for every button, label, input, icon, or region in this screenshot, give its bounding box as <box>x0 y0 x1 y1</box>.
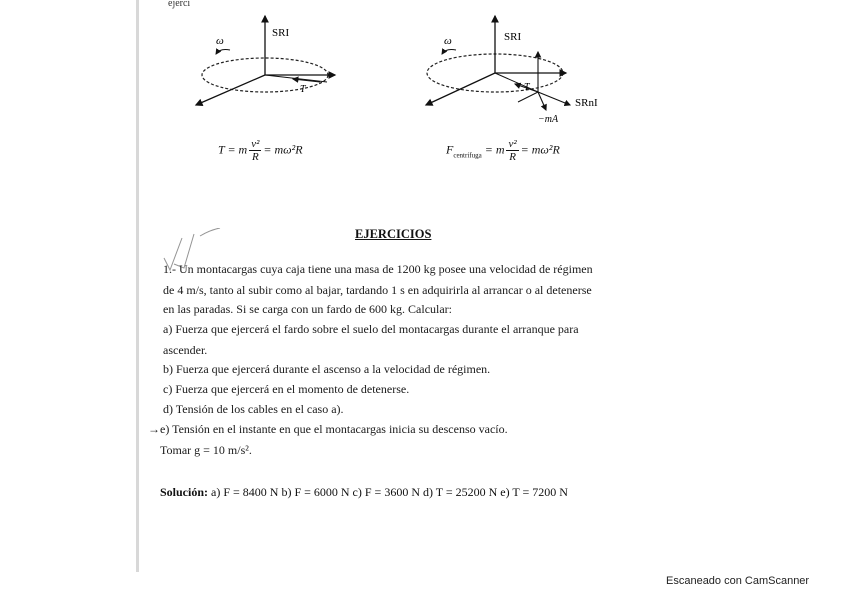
exercise-line: a) Fuerza que ejercerá el fardo sobre el suelo del montacargas durante el arranque para <box>163 322 579 336</box>
srni-y-axis <box>518 92 538 102</box>
sri-label: SRI <box>504 31 522 43</box>
omega-label: ω⃗ <box>216 35 233 47</box>
centrifugal-force-equation: $F_{centrífuga} = m$ $\frac{\text{v²}}{R}$ = mω²R <box>446 138 560 163</box>
scan-left-margin <box>0 0 137 572</box>
cut-off-text: ejerci <box>168 0 191 9</box>
fraction: $\frac{\text{v²}}{R}$ <box>508 138 517 163</box>
radius-line <box>265 75 327 82</box>
x-axis <box>196 75 265 105</box>
tension-label: T⃗ <box>524 82 538 93</box>
centrifugal-force-label: −mA⃗ <box>538 114 566 125</box>
exercise-line: →e) Tensión en el instante en que el montacargas inicia su descenso vacío. <box>148 422 508 436</box>
solution-label: Solución: <box>160 485 209 499</box>
exercise-line: Tomar g = 10 m/s². <box>160 443 252 457</box>
section-heading: EJERCICIOS <box>355 227 432 241</box>
omega-rotation-arrow <box>442 50 456 55</box>
centripetal-tension-equation: T = m $\frac{\text{v²}}{R}$ = mω²R <box>218 138 303 163</box>
fraction: $\frac{\text{v²}}{R}$ <box>251 138 260 163</box>
omega-label: ω⃗ <box>444 35 461 47</box>
omega-rotation-arrow <box>216 50 230 55</box>
exercise-line: ascender. <box>163 343 208 357</box>
solution-answers: a) F = 8400 N b) F = 6000 N c) F = 3600 N d) T = 25200 N e) T = 7200 N <box>211 485 568 499</box>
scanner-watermark: Escaneado con CamScanner <box>666 575 810 587</box>
solution-line <box>160 485 568 500</box>
diagram-noninertial-frame <box>420 10 620 128</box>
exercise-line: c) Fuerza que ejercerá en el momento de detenerse. <box>163 382 410 396</box>
exercise-line: d) Tensión de los cables en el caso a). <box>163 402 344 416</box>
exercise-line: de 4 m/s, tanto al subir como al bajar, tardando 1 s en adquirirla al arrancar o al detenerse <box>163 283 592 297</box>
sri-label: SRI <box>272 27 290 39</box>
exercise-line: 1.- Un montacargas cuya caja tiene una masa de 1200 kg posee una velocidad de régimen <box>163 262 593 276</box>
x-axis <box>426 73 495 105</box>
tension-label: T⃗ <box>300 84 314 95</box>
exercise-line: en las paradas. Si se carga con un fardo de 600 kg. Calcular: <box>163 302 453 316</box>
srni-label: SRnI <box>575 97 598 109</box>
exercise-line: b) Fuerza que ejercerá durante el ascenso a la velocidad de régimen. <box>163 362 491 376</box>
diagram-inertial-frame <box>190 10 340 120</box>
